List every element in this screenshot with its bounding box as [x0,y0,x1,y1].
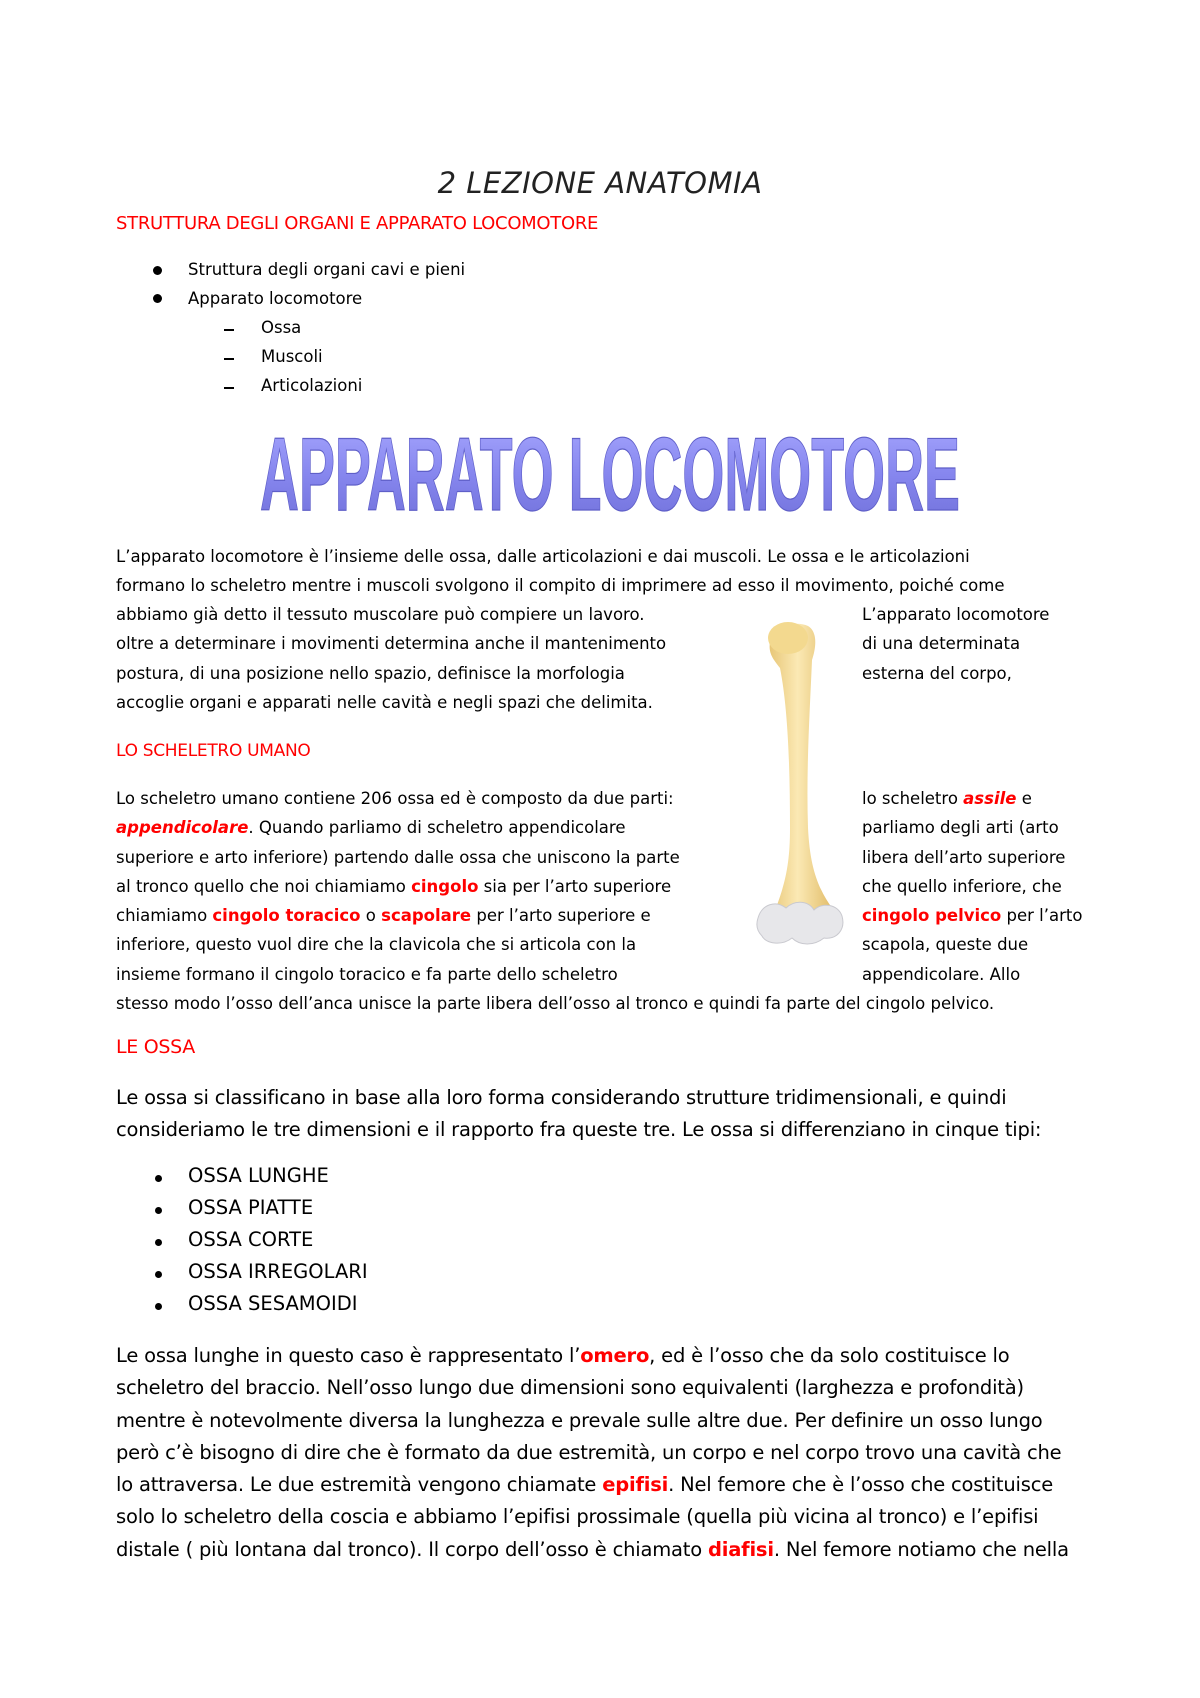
term-omero: omero [580,1344,650,1367]
bullet-icon [153,294,162,303]
term-assile: assile [963,789,1017,808]
long-bones-line: mentre è notevolmente diversa la lunghezza e prevale sulle altre due. Per definire un osso lungo [116,1408,1043,1432]
term-cingolo-pelvico: cingolo pelvico [862,906,1002,926]
outline-subitem: Muscoli [261,347,323,366]
humerus-bone-image [752,618,852,958]
bones-intro-paragraph [116,1082,1106,1147]
long-bones-line [116,1340,1106,1372]
intro-line: abbiamo già detto il tessuto muscolare può compiere un lavoro. [116,605,645,624]
intro-line: accoglie organi e apparati nelle cavità e negli spazi che delimita. [116,692,653,712]
intro-line: di una determinata [862,634,1021,654]
skeleton-text: e [1016,789,1032,808]
long-bones-line: solo lo scheletro della coscia e abbiamo l’epifisi prossimale (quella più vicina al tronco) e l’epifisi [116,1505,1039,1529]
long-bones-text: . Nel femore notiamo che nella [773,1537,1069,1561]
bullet-icon [153,266,162,275]
skeleton-line: parliamo degli arti (arto [862,818,1059,838]
intro-line: esterna del corpo, [862,663,1012,683]
outline-subitem: Articolazioni [261,376,363,395]
skeleton-right-column [862,784,1102,989]
skeleton-text: per l’arto [1001,906,1083,926]
intro-line: L’apparato locomotore [862,605,1050,624]
intro-line: formano lo scheletro mentre i muscoli svolgono il compito di imprimere ad esso il movimento, poiché come [116,576,1005,596]
bones-intro-line: consideriamo le tre dimensioni e il rapporto fra queste tre. Le ossa si differenziano in cinque tipi: [116,1118,1042,1142]
intro-line: L’apparato locomotore è l’insieme delle ossa, dalle articolazioni e dai muscoli. Le ossa e le articolazioni [116,547,970,566]
skeleton-line: insieme formano il cingolo toracico e fa parte dello scheletro [116,964,618,984]
dash-icon [224,329,234,331]
section-heading-bones: LE OSSA [116,1036,195,1058]
long-bones-text: distale ( più lontana dal tronco). Il corpo dell’osso è chiamato [116,1537,708,1561]
intro-paragraph [116,542,1090,601]
long-bones-line: però c’è bisogno di dire che è formato da due estremità, un corpo e nel corpo trovo una cavità che [116,1440,1062,1464]
skeleton-left-column [116,784,736,989]
bullet-icon [155,1303,162,1310]
intro-right-column [862,600,1102,688]
intro-line: postura, di una posizione nello spazio, definisce la morfologia [116,663,625,683]
long-bones-text: . Nel femore che è l’osso che costituisce [668,1473,1054,1497]
skeleton-text: lo scheletro [862,789,964,808]
bullet-icon [155,1175,162,1182]
skeleton-text: chiamiamo [116,906,213,926]
skeleton-line [116,901,736,930]
skeleton-text: . Quando parliamo di scheletro appendicolare [248,818,626,838]
section-heading-structure: STRUTTURA DEGLI ORGANI E APPARATO LOCOMOTORE [116,213,599,234]
bullet-icon [155,1207,162,1214]
bullet-icon [155,1271,162,1278]
page-title: 2 LEZIONE ANATOMIA [437,166,763,200]
skeleton-line [862,784,1102,813]
long-bones-line [116,1469,1106,1501]
bone-type-item: OSSA CORTE [188,1228,314,1251]
bone-type-item: OSSA LUNGHE [188,1164,329,1187]
bone-type-item: OSSA SESAMOIDI [188,1292,358,1315]
outline-subitem: Ossa [261,318,302,337]
skeleton-line: inferiore, questo vuol dire che la clavicola che si articola con la [116,935,637,955]
long-bones-paragraph [116,1340,1106,1566]
dash-icon [224,387,234,389]
banner-text: APPARATO LOCOMOTORE [260,418,960,526]
skeleton-last-line: stesso modo l’osso dell’anca unisce la parte libera dell’osso al tronco e quindi fa parte del cingolo pelvico. [116,994,995,1013]
term-diafisi: diafisi [707,1537,774,1561]
skeleton-line: scapola, queste due [862,935,1029,955]
skeleton-line: Lo scheletro umano contiene 206 ossa ed è composto da due parti: [116,789,674,808]
bone-type-item: OSSA PIATTE [188,1196,314,1219]
skeleton-line: appendicolare. Allo [862,964,1021,984]
term-appendicolare: appendicolare [116,818,249,838]
long-bones-text: , ed è l’osso che da solo costituisce lo [649,1344,1010,1367]
skeleton-text: sia per l’arto superiore [478,876,672,896]
term-scapolare: scapolare [381,906,472,926]
wordart-banner [250,418,970,526]
section-heading-skeleton: LO SCHELETRO UMANO [116,741,311,761]
intro-left-column [116,600,736,717]
term-cingolo-toracico: cingolo toracico [212,906,361,926]
long-bones-line [116,1534,1106,1566]
long-bones-text: lo attraversa. Le due estremità vengono chiamate [116,1473,603,1497]
bone-type-item: OSSA IRREGOLARI [188,1260,368,1283]
outline-item: Apparato locomotore [188,289,363,308]
term-epifisi: epifisi [602,1473,669,1497]
skeleton-line [116,813,736,842]
skeleton-line [116,872,736,901]
skeleton-text: al tronco quello che noi chiamiamo [116,876,412,896]
bones-intro-line: Le ossa si classificano in base alla loro forma considerando strutture tridimensionali, e quindi [116,1086,1007,1109]
dash-icon [224,358,234,360]
skeleton-line: superiore e arto inferiore) partendo dalle ossa che uniscono la parte [116,847,680,867]
skeleton-text: o [360,906,382,926]
skeleton-line: che quello inferiore, che [862,876,1062,896]
skeleton-line [862,901,1102,930]
long-bones-line: scheletro del braccio. Nell’osso lungo due dimensioni sono equivalenti (larghezza e profondità) [116,1376,1024,1400]
bullet-icon [155,1239,162,1246]
skeleton-text: per l’arto superiore e [471,906,651,926]
term-cingolo: cingolo [411,876,479,896]
outline-item: Struttura degli organi cavi e pieni [188,260,466,279]
intro-line: oltre a determinare i movimenti determina anche il mantenimento [116,634,667,654]
skeleton-line: libera dell’arto superiore [862,847,1066,867]
long-bones-text: Le ossa lunghe in questo caso è rappresentato l’ [116,1344,581,1367]
